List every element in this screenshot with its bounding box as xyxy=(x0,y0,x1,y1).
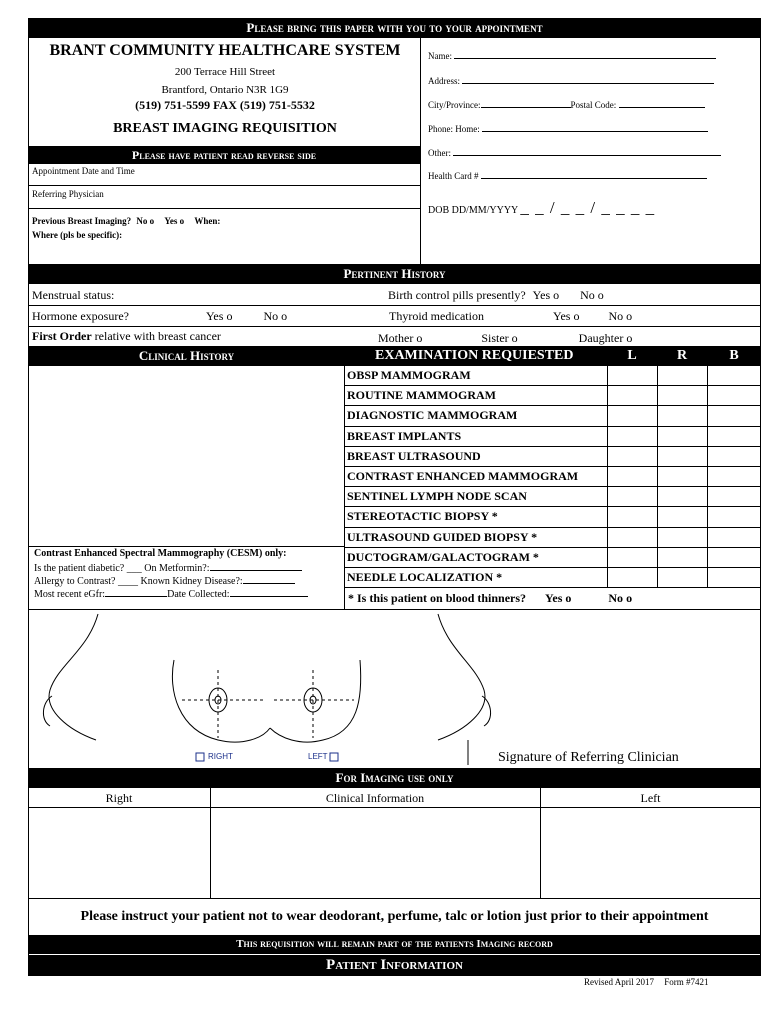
signature-label[interactable]: Signature of Referring Clinician xyxy=(498,750,679,765)
cesm-line-2[interactable] xyxy=(34,574,295,587)
address-label: Address: xyxy=(428,76,460,86)
exam-cell-r[interactable] xyxy=(657,568,707,588)
exam-cell-r[interactable] xyxy=(657,427,707,447)
form-title: BREAST IMAGING REQUISITION xyxy=(113,121,337,136)
exam-cell-b[interactable] xyxy=(707,507,761,527)
prev-yes-radio[interactable]: o xyxy=(177,216,185,226)
name-field[interactable] xyxy=(428,49,716,61)
exam-cell-r[interactable] xyxy=(657,507,707,527)
exam-cell-b[interactable] xyxy=(707,447,761,467)
cesm-line-3[interactable] xyxy=(34,587,308,600)
thyroid-medication[interactable] xyxy=(389,309,632,324)
col-l-header: L xyxy=(627,348,637,363)
blood-thinners-label: * Is this patient on blood thinners? xyxy=(348,591,527,605)
referring-label[interactable]: Referring Physician xyxy=(32,189,104,199)
exam-cell-l[interactable] xyxy=(607,467,657,487)
left-diagram-label: LEFT xyxy=(308,752,328,761)
sister-radio[interactable]: o xyxy=(508,331,518,345)
hormone-no-label: No xyxy=(263,309,279,323)
profile-left-outline xyxy=(438,614,485,740)
phone-label: Phone: Home: xyxy=(428,124,480,134)
right-checkbox[interactable] xyxy=(196,753,204,761)
imaging-left-cell[interactable] xyxy=(541,808,761,898)
where-label[interactable]: Where (pls be specific): xyxy=(32,230,123,240)
exam-row xyxy=(345,386,760,406)
imaging-info-cell[interactable] xyxy=(211,808,540,898)
exam-cell-r[interactable] xyxy=(657,487,707,507)
dob-mask: _ _ / _ _ / _ _ _ _ xyxy=(520,198,656,217)
exam-item-label: CONTRAST ENHANCED MAMMOGRAM xyxy=(347,469,579,483)
hormone-no-radio[interactable]: o xyxy=(278,309,288,323)
previous-imaging[interactable] xyxy=(32,216,220,226)
exam-row xyxy=(345,427,760,447)
city-field[interactable] xyxy=(428,98,705,110)
daughter-radio[interactable]: o xyxy=(623,331,633,345)
exam-item-label: DUCTOGRAM/GALACTOGRAM * xyxy=(347,549,539,564)
exam-row xyxy=(345,366,760,386)
exam-cell-r[interactable] xyxy=(657,386,707,406)
exam-cell-b[interactable] xyxy=(707,568,761,588)
form-number: Form #7421 xyxy=(664,977,709,987)
thyroid-no-label: No xyxy=(608,309,624,323)
hormone-exposure[interactable] xyxy=(32,309,287,324)
first-order-bold: First Order xyxy=(32,329,92,343)
col-r-header: R xyxy=(676,348,688,363)
exam-item-label: OBSP MAMMOGRAM xyxy=(347,368,471,382)
exam-row xyxy=(345,507,760,527)
exam-item-label: ROUTINE MAMMOGRAM xyxy=(347,388,496,403)
exam-cell-l[interactable] xyxy=(607,366,657,386)
breast-diagram[interactable] xyxy=(28,610,761,768)
bc-no-label: No xyxy=(580,288,595,302)
exam-cell-b[interactable] xyxy=(707,487,761,507)
hormone-yes-radio[interactable]: o xyxy=(223,309,233,323)
exam-cell-r[interactable] xyxy=(657,467,707,487)
birth-control[interactable] xyxy=(388,288,604,303)
exam-header-label: EXAMINATION REQUIESTED xyxy=(375,348,574,363)
exam-cell-l[interactable] xyxy=(607,406,657,426)
bt-no-label: No xyxy=(608,591,624,605)
address-field[interactable] xyxy=(428,74,714,86)
pertinent-divider-1 xyxy=(28,305,761,306)
phone-field[interactable] xyxy=(428,122,708,134)
exam-cell-b[interactable] xyxy=(707,528,761,548)
imaging-col-left: Left xyxy=(640,791,661,805)
exam-cell-r[interactable] xyxy=(657,447,707,467)
exam-cell-l[interactable] xyxy=(607,427,657,447)
first-order-relative xyxy=(32,329,221,344)
thyroid-label: Thyroid medication xyxy=(389,309,484,323)
org-phone-fax: (519) 751-5599 FAX (519) 751-5532 xyxy=(135,98,315,112)
exam-item-label: NEEDLE LOCALIZATION * xyxy=(347,570,503,584)
cesm-egfr-label: Most recent eGfr: xyxy=(34,589,106,600)
exam-cell-r[interactable] xyxy=(657,406,707,426)
prev-yes-label: Yes xyxy=(164,216,178,226)
exam-cell-b[interactable] xyxy=(707,366,761,386)
org-street: 200 Terrace Hill Street xyxy=(174,66,276,78)
bc-yes-radio[interactable]: o xyxy=(550,288,560,302)
hormone-yes-label: Yes xyxy=(205,309,224,323)
col-b-header: B xyxy=(729,348,739,363)
profile-left-nipple xyxy=(482,696,491,726)
exam-row xyxy=(345,467,760,487)
imaging-col-right: Right xyxy=(105,791,133,805)
header-divider xyxy=(420,38,421,264)
exam-item-label: ULTRASOUND GUIDED BIOPSY * xyxy=(347,529,538,544)
prev-imaging-label: Previous Breast Imaging? xyxy=(32,216,132,226)
left-checkbox[interactable] xyxy=(330,753,338,761)
mother-radio[interactable]: o xyxy=(413,331,423,345)
profile-right-outline xyxy=(49,614,98,740)
exam-row xyxy=(345,447,760,467)
mother-label: Mother xyxy=(378,331,414,345)
exam-cell-b[interactable] xyxy=(707,386,761,406)
health-card-label: Health Card # xyxy=(428,171,479,181)
sister-label: Sister xyxy=(481,331,509,345)
imaging-col-info: Clinical Information xyxy=(325,791,425,805)
exam-cell-r[interactable] xyxy=(657,548,707,568)
other-label: Other: xyxy=(428,148,451,158)
pertinent-history-banner: Pertinent History xyxy=(28,264,761,284)
postal-label: Postal Code: xyxy=(570,100,617,110)
appointment-label[interactable]: Appointment Date and Time xyxy=(32,166,135,176)
imaging-use-banner: For Imaging use only xyxy=(28,768,761,788)
top-banner: Please bring this paper with you to your appointment xyxy=(28,18,761,38)
front-left-outline xyxy=(270,660,361,742)
revised-date: Revised April 2017 xyxy=(584,977,654,987)
birth-control-label: Birth control pills presently? xyxy=(388,288,526,302)
exam-item-label: DIAGNOSTIC MAMMOGRAM xyxy=(347,408,518,423)
exam-cell-l[interactable] xyxy=(607,548,657,568)
exam-row xyxy=(345,487,760,507)
thyroid-no-radio[interactable]: o xyxy=(623,309,633,323)
referring-divider xyxy=(28,208,420,209)
hormone-label: Hormone exposure? xyxy=(32,309,129,323)
exam-cell-l[interactable] xyxy=(607,507,657,527)
cesm-title: Contrast Enhanced Spectral Mammography (CESM) only: xyxy=(34,548,287,559)
prev-no-radio[interactable]: o xyxy=(147,216,155,226)
org-city: Brantford, Ontario N3R 1G9 xyxy=(161,84,289,96)
prev-when-label: When: xyxy=(194,216,221,226)
exam-cell-l[interactable] xyxy=(607,568,657,588)
bt-yes-radio[interactable]: o xyxy=(562,591,572,605)
exam-item-label: STEREOTACTIC BIOPSY * xyxy=(347,509,498,524)
thyroid-yes-radio[interactable]: o xyxy=(570,309,580,323)
exam-cell-l[interactable] xyxy=(607,447,657,467)
imaging-bottom-line xyxy=(28,898,761,899)
patient-instruction: Please instruct your patient not to wear deodorant, perfume, talc or lotion just prior to their appointment xyxy=(80,909,709,924)
exam-cell-l[interactable] xyxy=(607,487,657,507)
cesm-diabetic-label: Is the patient diabetic? ___ On Metformin?: xyxy=(34,563,210,574)
cesm-allergy-label: Allergy to Contrast? ____ Known Kidney Disease?: xyxy=(34,576,243,587)
exam-cell-l[interactable] xyxy=(607,528,657,548)
record-note-banner: This requisition will remain part of the patients Imaging record xyxy=(28,935,761,954)
relatives[interactable] xyxy=(378,331,632,346)
first-order-rest: relative with breast cancer xyxy=(94,329,221,343)
exam-header-banner xyxy=(345,346,761,366)
clinical-history-area[interactable] xyxy=(28,366,345,546)
exam-row xyxy=(345,548,760,568)
bc-yes-label: Yes xyxy=(532,288,551,302)
exam-row xyxy=(345,568,760,588)
bc-no-radio[interactable]: o xyxy=(594,288,604,302)
prev-no-label: No xyxy=(136,216,148,226)
health-card-field[interactable] xyxy=(428,169,707,181)
menstrual-status[interactable]: Menstrual status: xyxy=(32,288,115,302)
footer xyxy=(584,977,709,987)
blood-thinners[interactable] xyxy=(348,591,632,606)
dob-label: DOB DD/MM/YYYY xyxy=(428,205,518,216)
exam-row xyxy=(345,528,760,548)
dob-field[interactable] xyxy=(428,198,655,218)
exam-cell-r[interactable] xyxy=(657,366,707,386)
exam-cell-b[interactable] xyxy=(707,427,761,447)
daughter-label: Daughter xyxy=(578,331,624,345)
exam-item-label: BREAST ULTRASOUND xyxy=(347,448,481,463)
reverse-side-banner: Please have patient read reverse side xyxy=(28,146,420,164)
exam-item-label: SENTINEL LYMPH NODE SCAN xyxy=(347,489,527,504)
appointment-divider xyxy=(28,185,420,186)
exam-cell-l[interactable] xyxy=(607,386,657,406)
cesm-date-label: Date Collected: xyxy=(167,589,230,600)
city-label: City/Province: xyxy=(428,100,481,110)
exam-item-label: BREAST IMPLANTS xyxy=(347,428,462,443)
exam-cell-b[interactable] xyxy=(707,548,761,568)
thyroid-yes-label: Yes xyxy=(552,309,571,323)
exam-cell-r[interactable] xyxy=(657,528,707,548)
profile-right-nipple xyxy=(43,696,52,726)
exam-row xyxy=(345,406,760,426)
bt-yes-label: Yes xyxy=(545,591,563,605)
org-name: BRANT COMMUNITY HEALTHCARE SYSTEM xyxy=(49,42,401,59)
other-field[interactable] xyxy=(428,146,721,158)
bt-no-radio[interactable]: o xyxy=(623,591,633,605)
clinical-history-banner: Clinical History xyxy=(28,346,345,366)
imaging-right-cell[interactable] xyxy=(28,808,210,898)
patient-information-banner: Patient Information xyxy=(28,955,761,976)
name-label: Name: xyxy=(428,51,452,61)
pertinent-divider-2 xyxy=(28,326,761,327)
right-diagram-label: RIGHT xyxy=(208,752,233,761)
cesm-top-line xyxy=(28,546,345,547)
cesm-line-1[interactable] xyxy=(34,561,302,574)
exam-cell-b[interactable] xyxy=(707,467,761,487)
exam-cell-b[interactable] xyxy=(707,406,761,426)
